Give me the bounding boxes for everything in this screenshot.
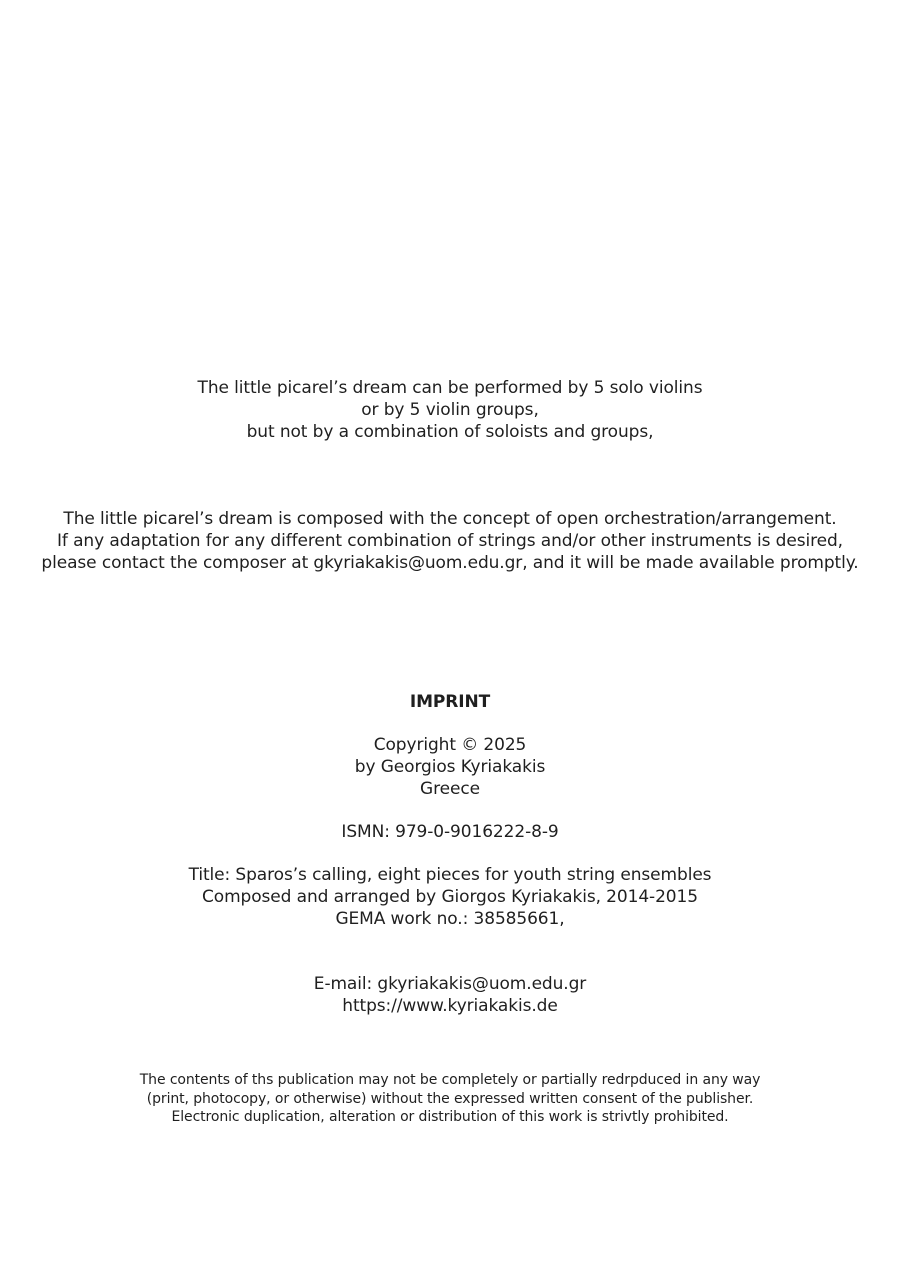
performance-note-line: The little picarel’s dream can be performed by 5 solo violins [197, 378, 703, 398]
performance-note-line: but not by a combination of soloists and groups, [246, 422, 654, 442]
orchestration-note-line: please contact the composer at gkyriakakis@uom.edu.gr, and it will be made available promptly. [41, 553, 859, 573]
legal-notice-line: (print, photocopy, or otherwise) without the expressed written consent of the publisher. [146, 1090, 754, 1107]
legal-notice [0, 1071, 900, 1127]
legal-notice-line: Electronic duplication, alteration or distribution of this work is strivtly prohibited. [171, 1109, 729, 1125]
work-title: Title: Sparos’s calling, eight pieces for youth string ensembles [188, 865, 712, 885]
performance-note-line: or by 5 violin groups, [361, 400, 539, 420]
performance-note [0, 377, 900, 443]
gema-work-number: GEMA work no.: 38585661, [335, 909, 565, 929]
imprint-section [0, 691, 900, 1017]
copyright-line: Copyright © 2025 [373, 735, 527, 755]
orchestration-note [0, 508, 900, 574]
orchestration-note-line: The little picarel’s dream is composed with the concept of open orchestration/arrangement. [63, 509, 837, 529]
imprint-heading: IMPRINT [409, 692, 491, 712]
work-composer: Composed and arranged by Giorgos Kyriakakis, 2014-2015 [202, 887, 698, 907]
legal-notice-line: The contents of ths publication may not be completely or partially redrpduced in any way [139, 1072, 761, 1088]
copyright-holder: by Georgios Kyriakakis [354, 757, 546, 777]
email-address[interactable]: E-mail: gkyriakakis@uom.edu.gr [313, 974, 587, 994]
copyright-country: Greece [420, 779, 480, 799]
ismn-number: ISMN: 979-0-9016222-8-9 [341, 822, 559, 842]
website-link[interactable]: https://www.kyriakakis.de [342, 996, 558, 1016]
orchestration-note-line: If any adaptation for any different combination of strings and/or other instruments is desired, [57, 531, 843, 551]
